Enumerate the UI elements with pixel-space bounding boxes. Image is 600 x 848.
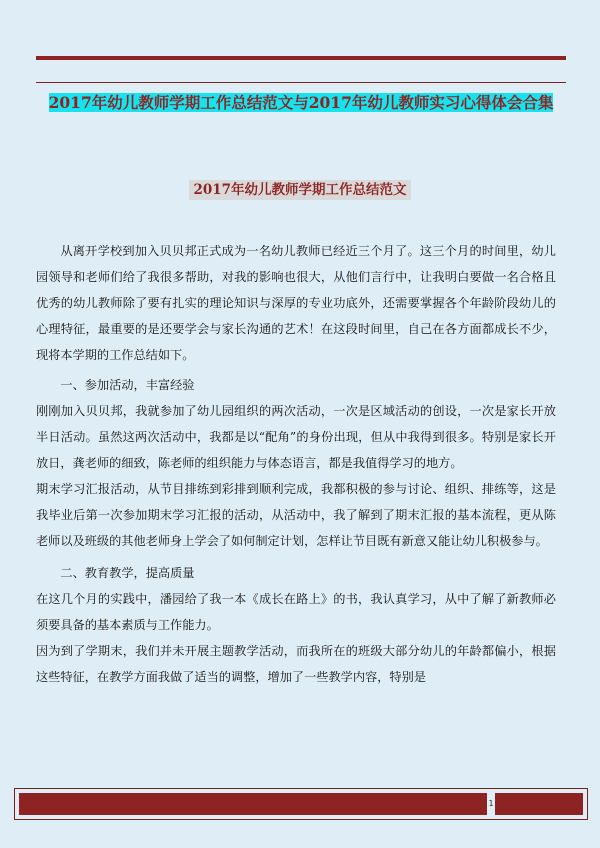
header-rule-thick: [36, 56, 566, 60]
paragraph-intro: 从离开学校到加入贝贝邦正式成为一名幼儿教师已经近三个月了。这三个月的时间里，幼儿园领导和老师们给了我很多帮助，对我的影响也很大，从他们言行中，让我明白要做一名合格且优秀的幼儿教师除了要有扎实的理论知识与深厚的专业功底外，还需要掌握各个年龄阶段幼儿的心理特征，最重要的是还要学会与家长沟通的艺术！在这段时间里，自己在各方面都成长不少，现将本学期的工作总结如下。: [36, 244, 556, 362]
paragraph-activities: 刚刚加入贝贝邦，我就参加了幼儿园组织的两次活动，一次是区域活动的创设，一次是家长开放半日活动。虽然这两次活动中，我都是以“配角”的身份出现，但从中我得到很多。特别是家长开放日，龚老师的细致，陈老师的组织能力与体态语言，都是我值得学习的地方。: [36, 404, 556, 470]
document-title-text: 2017年幼儿教师学期工作总结范文与2017年幼儿教师实习心得体会合集: [48, 93, 554, 112]
document-title: [40, 92, 562, 114]
page-footer: [14, 788, 588, 820]
section-title: [0, 178, 600, 198]
document-body: [36, 238, 556, 690]
footer-bar-left: [19, 793, 487, 815]
header-rule-thin: [36, 82, 566, 83]
footer-bar-right: [495, 793, 583, 815]
paragraph-report: 期末学习汇报活动，从节目排练到彩排到顺利完成，我都积极的参与讨论、组织、排练等，这是我毕业后第一次参加期末学习汇报的活动，从活动中，我了解到了期末汇报的基本流程，更从陈老师以及班级的其他老师身上学会了如何制定计划，怎样让节目既有新意又能让幼儿积极参与。: [36, 482, 556, 548]
paragraph-book: 在这几个月的实践中，潘园给了我一本《成长在路上》的书，我认真学习，从中了解了新教师必须要具备的基本素质与工作能力。: [36, 592, 556, 632]
section-title-text: 2017年幼儿教师学期工作总结范文: [189, 180, 410, 200]
page-number: 1: [488, 799, 494, 808]
heading-activities: 一、参加活动，丰富经验: [60, 378, 195, 392]
heading-teaching: 二、教育教学，提高质量: [60, 566, 195, 580]
paragraph-teaching: 因为到了学期末，我们并未开展主题教学活动，而我所在的班级大部分幼儿的年龄都偏小，根据这些特征，在教学方面我做了适当的调整，增加了一些教学内容，特别是: [36, 644, 556, 684]
